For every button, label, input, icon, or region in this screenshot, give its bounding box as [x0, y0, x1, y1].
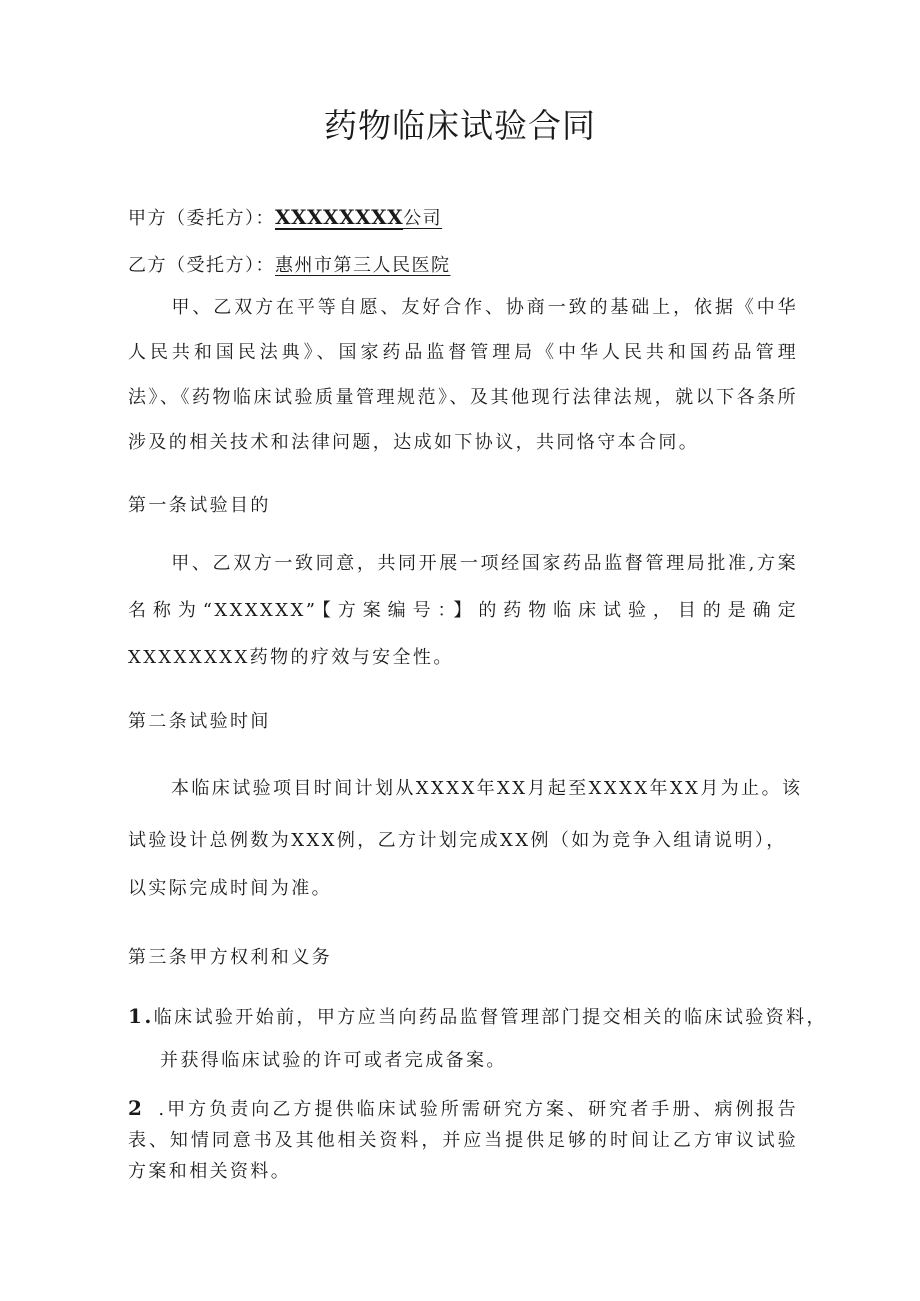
article3-item2 — [128, 1093, 798, 1187]
article1-paragraph — [128, 540, 798, 681]
party-a-line — [128, 204, 442, 230]
party-b-label: 乙方（受托方）： — [128, 255, 275, 276]
party-a-name: XXXXXXXX — [275, 205, 404, 229]
item1-number: 1. — [128, 1004, 154, 1028]
article3-heading: 第三条甲方权利和义务 — [128, 947, 332, 968]
item2-text: .甲方负责向乙方提供临床试验所需研究方案、研究者手册、病例报告表、知情同意书及其他相关资料，并应当提供足够的时间让乙方审议试验方案和相关资料。 — [128, 1099, 798, 1182]
document-title: 药物临床试验合同 — [324, 106, 596, 145]
article3-item1-line1 — [128, 1003, 827, 1029]
party-b-line — [128, 251, 451, 277]
article2-heading: 第二条试验时间 — [128, 711, 271, 732]
item2-number: 2 — [128, 1096, 145, 1120]
preamble-text: 甲、乙双方在平等自愿、友好合作、协商一致的基础上，依据《中华人民共和国民法典》、国家药品监督管理局《中华人民共和国药品管理法》、《药物临床试验质量管理规范》、及其他现行法律法规，就以下各条所涉及的相关技术和法律问题，达成如下协议，共同恪守本合同。 — [128, 297, 798, 453]
article1-body: 甲、乙双方一致同意，共同开展一项经国家药品监督管理局批准,方案名称为“XXXXXX”【方案编号：】的药物临床试验，目的是确定XXXXXXXX药物的疗效与安全性。 — [128, 553, 798, 668]
party-a-label: 甲方（委托方）： — [128, 208, 275, 229]
party-b-name: 惠州市第三人民医院 — [275, 255, 451, 276]
article2-line-1: 本临床试验项目时间计划从XXXX年XX月起至XXXX年XX月为止。该 — [171, 778, 803, 799]
article2-line-3: 以实际完成时间为准。 — [128, 878, 332, 899]
article3-item1-line2: 并获得临床试验的许可或者完成备案。 — [160, 1050, 507, 1071]
article2-line-2: 试验设计总例数为XXX例，乙方计划完成XX例（如为竞争入组请说明）， — [128, 830, 787, 851]
item1-text: 临床试验开始前，甲方应当向药品监督管理部门提交相关的临床试验资料， — [153, 1007, 827, 1028]
party-a-suffix: 公司 — [403, 208, 443, 229]
preamble-paragraph — [128, 285, 798, 465]
article1-heading: 第一条试验目的 — [128, 495, 271, 516]
